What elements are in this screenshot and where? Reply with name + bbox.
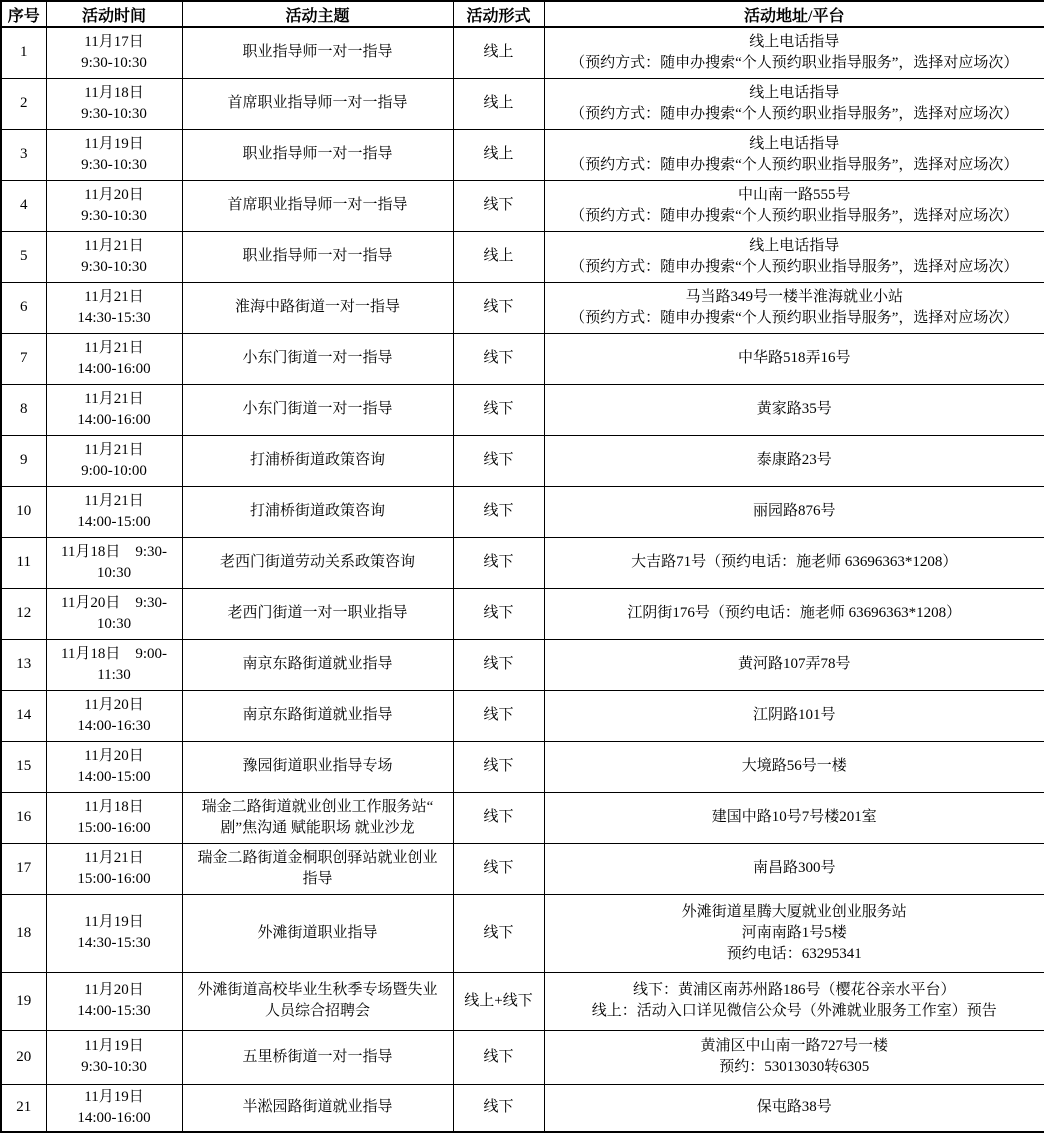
cell-address — [544, 741, 1044, 792]
cell-seq: 12 — [1, 588, 46, 639]
cell-theme — [182, 588, 453, 639]
cell-time-line: 11月20日 — [84, 696, 144, 713]
cell-address-line: 南昌路300号 — [752, 860, 836, 876]
cell-time-line: 14:00-16:00 — [77, 411, 151, 428]
cell-theme — [182, 180, 453, 231]
table-header — [1, 1, 1044, 27]
table-row — [1, 1030, 1044, 1084]
cell-address — [544, 129, 1044, 180]
table-row — [1, 972, 1044, 1030]
cell-time-line: 11月20日 — [84, 747, 144, 764]
cell-seq: 9 — [1, 435, 46, 486]
cell-time-line: 10:30 — [96, 564, 132, 581]
cell-theme-line: 小东门街道一对一指导 — [242, 401, 393, 417]
cell-address — [544, 843, 1044, 894]
cell-time-line: 11月21日 — [84, 441, 144, 458]
cell-format: 线上 — [453, 27, 544, 78]
cell-address-line: （预约方式：随申办搜索“个人预约职业指导服务”，选择对应场次） — [570, 156, 1019, 173]
cell-seq: 20 — [1, 1030, 46, 1084]
cell-address-line: 外滩街道星腾大厦就业创业服务站 — [681, 903, 907, 920]
cell-address-line: 黄家路35号 — [756, 401, 832, 417]
cell-time — [46, 333, 182, 384]
cell-time-line: 14:00-15:00 — [77, 768, 151, 785]
table-row — [1, 894, 1044, 972]
cell-time — [46, 1030, 182, 1084]
cell-seq: 7 — [1, 333, 46, 384]
table-row — [1, 333, 1044, 384]
cell-address-line: 泰康路23号 — [756, 452, 832, 468]
cell-theme — [182, 1084, 453, 1132]
cell-address — [544, 27, 1044, 78]
cell-theme-line: 职业指导师一对一指导 — [242, 248, 393, 264]
cell-theme — [182, 231, 453, 282]
table-row — [1, 180, 1044, 231]
cell-seq: 17 — [1, 843, 46, 894]
cell-time-line: 14:00-16:30 — [77, 717, 151, 734]
cell-format: 线下 — [453, 741, 544, 792]
cell-time — [46, 282, 182, 333]
cell-time-line: 10:30 — [96, 615, 132, 632]
table-row — [1, 231, 1044, 282]
cell-seq: 14 — [1, 690, 46, 741]
cell-time — [46, 741, 182, 792]
cell-address-line: （预约方式：随申办搜索“个人预约职业指导服务”，选择对应场次） — [570, 309, 1019, 326]
cell-time — [46, 129, 182, 180]
cell-time-line: 11月21日 — [84, 492, 144, 509]
cell-time-line: 11月17日 — [84, 33, 144, 50]
table-row — [1, 843, 1044, 894]
cell-time — [46, 435, 182, 486]
col-header-theme: 活动主题 — [182, 1, 453, 27]
cell-theme-line: 南京东路街道就业指导 — [242, 656, 393, 672]
cell-address-line: 江阴街176号（预约电话：施老师 63696363*1208） — [627, 605, 962, 621]
cell-time-line: 14:00-16:00 — [77, 1109, 151, 1126]
cell-theme — [182, 129, 453, 180]
cell-time — [46, 843, 182, 894]
cell-time-line: 11月21日 — [84, 849, 144, 866]
cell-time-line: 11月18日 9:30- — [60, 543, 168, 560]
cell-format: 线下 — [453, 588, 544, 639]
cell-time-line: 15:00-16:00 — [77, 870, 151, 887]
cell-address-line: 河南南路1号5楼 — [741, 924, 847, 941]
cell-address — [544, 282, 1044, 333]
cell-address-line: 线上电话指导 — [749, 237, 840, 254]
cell-time-line: 9:30-10:30 — [81, 207, 147, 224]
cell-address-line: 建国中路10号7号楼201室 — [711, 809, 877, 825]
cell-address — [544, 894, 1044, 972]
cell-theme-line: 职业指导师一对一指导 — [242, 146, 393, 162]
cell-seq: 13 — [1, 639, 46, 690]
cell-theme-line: 瑞金二路街道就业创业工作服务站“ — [201, 798, 434, 815]
cell-format: 线下 — [453, 690, 544, 741]
cell-theme-line: 打浦桥街道政策咨询 — [249, 503, 385, 519]
cell-seq: 6 — [1, 282, 46, 333]
cell-theme — [182, 537, 453, 588]
cell-theme — [182, 333, 453, 384]
cell-theme — [182, 1030, 453, 1084]
cell-theme-line: 小东门街道一对一指导 — [242, 350, 393, 366]
cell-address-line: 大境路56号一楼 — [741, 758, 847, 774]
cell-theme-line: 半淞园路街道就业指导 — [242, 1099, 393, 1115]
cell-theme-line: 瑞金二路街道金桐职创驿站就业创业 — [197, 849, 438, 866]
cell-format: 线下 — [453, 282, 544, 333]
cell-theme-line: 淮海中路街道一对一指导 — [234, 299, 400, 315]
cell-time-line: 11月21日 — [84, 339, 144, 356]
cell-address-line: 预约：53013030转6305 — [719, 1059, 870, 1075]
cell-address-line: 线下：黄浦区南苏州路186号（樱花谷亲水平台） — [632, 982, 956, 998]
cell-theme-line: 指导 — [302, 870, 333, 887]
cell-time-line: 11月19日 — [84, 135, 144, 152]
cell-address-line: 中华路518弄16号 — [737, 350, 851, 366]
cell-time — [46, 894, 182, 972]
cell-time — [46, 639, 182, 690]
cell-format: 线下 — [453, 435, 544, 486]
table-row — [1, 792, 1044, 843]
cell-time-line: 11月18日 — [84, 84, 144, 101]
cell-address-line: 中山南一路555号 — [737, 186, 851, 203]
cell-time — [46, 78, 182, 129]
cell-time-line: 11月20日 9:30- — [60, 594, 168, 611]
cell-theme-line: 首席职业指导师一对一指导 — [227, 95, 408, 111]
cell-address-line: 线上电话指导 — [749, 84, 840, 101]
cell-format: 线下 — [453, 639, 544, 690]
cell-address-line: 线上电话指导 — [749, 135, 840, 152]
col-header-seq: 序号 — [1, 1, 46, 27]
cell-theme-line: 打浦桥街道政策咨询 — [249, 452, 385, 468]
cell-format: 线下 — [453, 894, 544, 972]
cell-theme — [182, 435, 453, 486]
cell-address-line: 黄浦区中山南一路727号一楼 — [700, 1038, 888, 1054]
cell-seq: 19 — [1, 972, 46, 1030]
table-row — [1, 741, 1044, 792]
cell-time-line: 9:30-10:30 — [81, 54, 147, 71]
cell-address — [544, 78, 1044, 129]
cell-time-line: 14:00-16:00 — [77, 360, 151, 377]
cell-time-line: 14:30-15:30 — [77, 309, 151, 326]
cell-time-line: 11月21日 — [84, 237, 144, 254]
cell-time-line: 14:30-15:30 — [77, 935, 151, 951]
col-header-time: 活动时间 — [46, 1, 182, 27]
cell-time-line: 11月20日 — [84, 186, 144, 203]
cell-seq: 21 — [1, 1084, 46, 1132]
cell-seq: 10 — [1, 486, 46, 537]
cell-theme-line: 南京东路街道就业指导 — [242, 707, 393, 723]
cell-address-line: 黄河路107弄78号 — [737, 656, 851, 672]
cell-time-line: 11月19日 — [84, 914, 144, 930]
cell-format: 线上 — [453, 129, 544, 180]
cell-address — [544, 690, 1044, 741]
cell-time-line: 9:30-10:30 — [81, 156, 147, 173]
cell-time-line: 9:00-10:00 — [81, 462, 147, 479]
col-header-address: 活动地址/平台 — [544, 1, 1044, 27]
table-row — [1, 588, 1044, 639]
cell-address — [544, 180, 1044, 231]
cell-time-line: 11:30 — [97, 666, 131, 683]
table-row — [1, 1084, 1044, 1132]
table-row — [1, 690, 1044, 741]
cell-theme-line: 豫园街道职业指导专场 — [242, 758, 393, 774]
cell-time — [46, 231, 182, 282]
cell-address — [544, 792, 1044, 843]
cell-format: 线下 — [453, 486, 544, 537]
cell-theme — [182, 741, 453, 792]
cell-theme — [182, 282, 453, 333]
cell-time-line: 9:30-10:30 — [81, 1059, 147, 1075]
cell-seq: 2 — [1, 78, 46, 129]
cell-seq: 8 — [1, 384, 46, 435]
cell-address-line: （预约方式：随申办搜索“个人预约职业指导服务”，选择对应场次） — [570, 54, 1019, 71]
cell-theme — [182, 78, 453, 129]
cell-format: 线下 — [453, 180, 544, 231]
cell-format: 线下 — [453, 1030, 544, 1084]
cell-address — [544, 972, 1044, 1030]
cell-seq: 1 — [1, 27, 46, 78]
cell-seq: 15 — [1, 741, 46, 792]
cell-address-line: （预约方式：随申办搜索“个人预约职业指导服务”，选择对应场次） — [570, 207, 1019, 224]
cell-address-line: 线上电话指导 — [749, 33, 840, 50]
cell-theme — [182, 972, 453, 1030]
cell-time-line: 11月18日 9:00- — [60, 645, 168, 662]
table-row — [1, 435, 1044, 486]
cell-format: 线上 — [453, 231, 544, 282]
table-row — [1, 486, 1044, 537]
cell-time-line: 11月19日 — [84, 1038, 144, 1054]
cell-format: 线下 — [453, 843, 544, 894]
cell-time — [46, 792, 182, 843]
table-row — [1, 78, 1044, 129]
col-header-format: 活动形式 — [453, 1, 544, 27]
cell-address — [544, 486, 1044, 537]
table-row — [1, 384, 1044, 435]
cell-address-line: 保屯路38号 — [756, 1099, 832, 1115]
cell-theme — [182, 639, 453, 690]
cell-seq: 16 — [1, 792, 46, 843]
cell-time — [46, 588, 182, 639]
cell-seq: 18 — [1, 894, 46, 972]
header-row — [1, 1, 1044, 27]
cell-time-line: 14:00-15:00 — [77, 513, 151, 530]
table-row — [1, 282, 1044, 333]
cell-seq: 11 — [1, 537, 46, 588]
cell-time-line: 14:00-15:30 — [77, 1003, 151, 1019]
cell-time-line: 15:00-16:00 — [77, 819, 151, 836]
cell-seq: 3 — [1, 129, 46, 180]
cell-format: 线上 — [453, 78, 544, 129]
table-row — [1, 27, 1044, 78]
cell-format: 线上+线下 — [453, 972, 544, 1030]
cell-theme-line: 外滩街道高校毕业生秋季专场暨失业 — [197, 982, 438, 998]
cell-theme-line: 外滩街道职业指导 — [257, 924, 378, 941]
cell-address — [544, 333, 1044, 384]
cell-time — [46, 1084, 182, 1132]
cell-time — [46, 27, 182, 78]
cell-time-line: 9:30-10:30 — [81, 258, 147, 275]
cell-theme — [182, 27, 453, 78]
cell-address — [544, 639, 1044, 690]
cell-address — [544, 231, 1044, 282]
cell-address-line: 预约电话：63295341 — [726, 945, 862, 962]
cell-format: 线下 — [453, 537, 544, 588]
cell-theme-line: 职业指导师一对一指导 — [242, 44, 393, 61]
cell-seq: 4 — [1, 180, 46, 231]
cell-theme — [182, 486, 453, 537]
cell-address-line: 大吉路71号（预约电话：施老师 63696363*1208） — [631, 554, 958, 570]
cell-address — [544, 435, 1044, 486]
cell-time-line: 9:30-10:30 — [81, 105, 147, 122]
cell-theme — [182, 690, 453, 741]
cell-seq: 5 — [1, 231, 46, 282]
table-body — [1, 27, 1044, 1132]
cell-time — [46, 180, 182, 231]
cell-theme-line: 首席职业指导师一对一指导 — [227, 197, 408, 213]
table-row — [1, 639, 1044, 690]
cell-time-line: 11月20日 — [84, 982, 144, 998]
cell-address — [544, 1084, 1044, 1132]
cell-theme-line: 老西门街道一对一职业指导 — [227, 605, 408, 621]
cell-theme — [182, 792, 453, 843]
cell-theme-line: 剧”焦沟通 赋能职场 就业沙龙 — [220, 819, 415, 836]
cell-theme — [182, 384, 453, 435]
cell-address-line: 马当路349号一楼半淮海就业小站 — [685, 288, 903, 305]
cell-format: 线下 — [453, 384, 544, 435]
cell-time-line: 11月21日 — [84, 288, 144, 305]
cell-time-line: 11月19日 — [84, 1088, 144, 1105]
cell-address-line: 丽园路876号 — [752, 503, 836, 519]
table-row — [1, 129, 1044, 180]
cell-format: 线下 — [453, 333, 544, 384]
cell-format: 线下 — [453, 1084, 544, 1132]
cell-address — [544, 384, 1044, 435]
cell-time — [46, 486, 182, 537]
cell-time — [46, 384, 182, 435]
cell-time — [46, 690, 182, 741]
cell-address-line: （预约方式：随申办搜索“个人预约职业指导服务”，选择对应场次） — [570, 105, 1019, 122]
cell-address-line: 线上：活动入口详见微信公众号（外滩就业服务工作室）预告 — [591, 1003, 997, 1019]
cell-address-line: （预约方式：随申办搜索“个人预约职业指导服务”，选择对应场次） — [570, 258, 1019, 275]
cell-address — [544, 588, 1044, 639]
cell-theme-line: 人员综合招聘会 — [264, 1003, 370, 1019]
cell-format: 线下 — [453, 792, 544, 843]
cell-theme — [182, 894, 453, 972]
cell-address-line: 江阴路101号 — [752, 707, 836, 723]
cell-theme — [182, 843, 453, 894]
table-row — [1, 537, 1044, 588]
cell-theme-line: 老西门街道劳动关系政策咨询 — [219, 554, 415, 570]
cell-address — [544, 537, 1044, 588]
cell-time — [46, 537, 182, 588]
cell-address — [544, 1030, 1044, 1084]
cell-theme-line: 五里桥街道一对一指导 — [242, 1048, 393, 1065]
cell-time — [46, 972, 182, 1030]
cell-time-line: 11月18日 — [84, 798, 144, 815]
cell-time-line: 11月21日 — [84, 390, 144, 407]
